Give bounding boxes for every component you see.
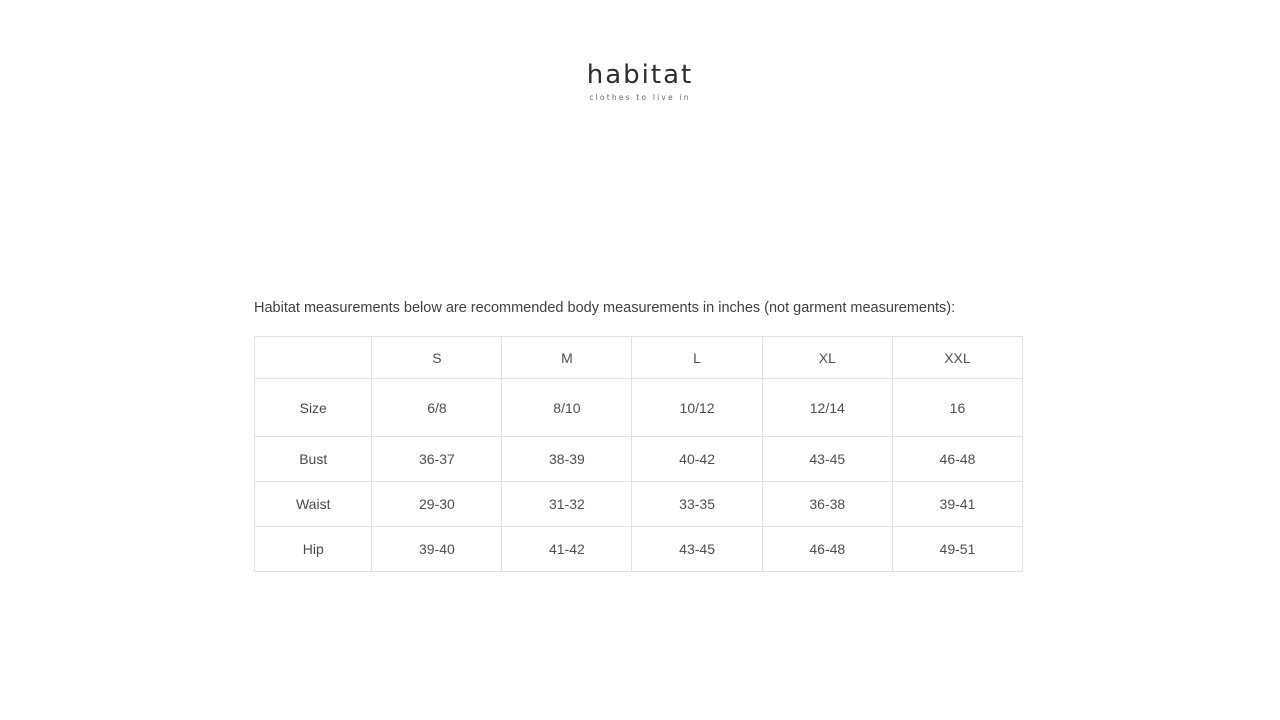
intro-text: Habitat measurements below are recommended body measurements in inches (not garment measurements): [254, 300, 956, 316]
cell-size-s: 6/8 [372, 379, 502, 437]
cell-bust-m: 38-39 [502, 437, 632, 482]
row-label-hip: Hip [255, 527, 372, 572]
column-header-l: L [632, 337, 762, 379]
table-corner-cell [255, 337, 372, 379]
row-label-waist: Waist [255, 482, 372, 527]
column-header-m: M [502, 337, 632, 379]
table-header-row [255, 337, 1023, 379]
cell-waist-s: 29-30 [372, 482, 502, 527]
logo-tagline: clothes to live in [589, 93, 691, 102]
logo-wordmark: habitat [586, 60, 694, 90]
column-header-xxl: XXL [892, 337, 1022, 379]
table-row [255, 437, 1023, 482]
cell-size-xl: 12/14 [762, 379, 892, 437]
table-row [255, 527, 1023, 572]
cell-waist-m: 31-32 [502, 482, 632, 527]
cell-waist-xxl: 39-41 [892, 482, 1022, 527]
table-body [255, 379, 1023, 572]
cell-hip-xl: 46-48 [762, 527, 892, 572]
cell-hip-l: 43-45 [632, 527, 762, 572]
cell-size-m: 8/10 [502, 379, 632, 437]
cell-size-xxl: 16 [892, 379, 1022, 437]
cell-size-l: 10/12 [632, 379, 762, 437]
table-header [255, 337, 1023, 379]
size-chart-table [254, 336, 1023, 572]
table-row [255, 482, 1023, 527]
cell-bust-xxl: 46-48 [892, 437, 1022, 482]
cell-waist-xl: 36-38 [762, 482, 892, 527]
column-header-s: S [372, 337, 502, 379]
row-label-bust: Bust [255, 437, 372, 482]
cell-bust-s: 36-37 [372, 437, 502, 482]
cell-bust-xl: 43-45 [762, 437, 892, 482]
cell-waist-l: 33-35 [632, 482, 762, 527]
row-label-size: Size [255, 379, 372, 437]
cell-hip-xxl: 49-51 [892, 527, 1022, 572]
cell-bust-l: 40-42 [632, 437, 762, 482]
cell-hip-m: 41-42 [502, 527, 632, 572]
column-header-xl: XL [762, 337, 892, 379]
brand-logo [0, 62, 1280, 102]
cell-hip-s: 39-40 [372, 527, 502, 572]
table-row [255, 379, 1023, 437]
